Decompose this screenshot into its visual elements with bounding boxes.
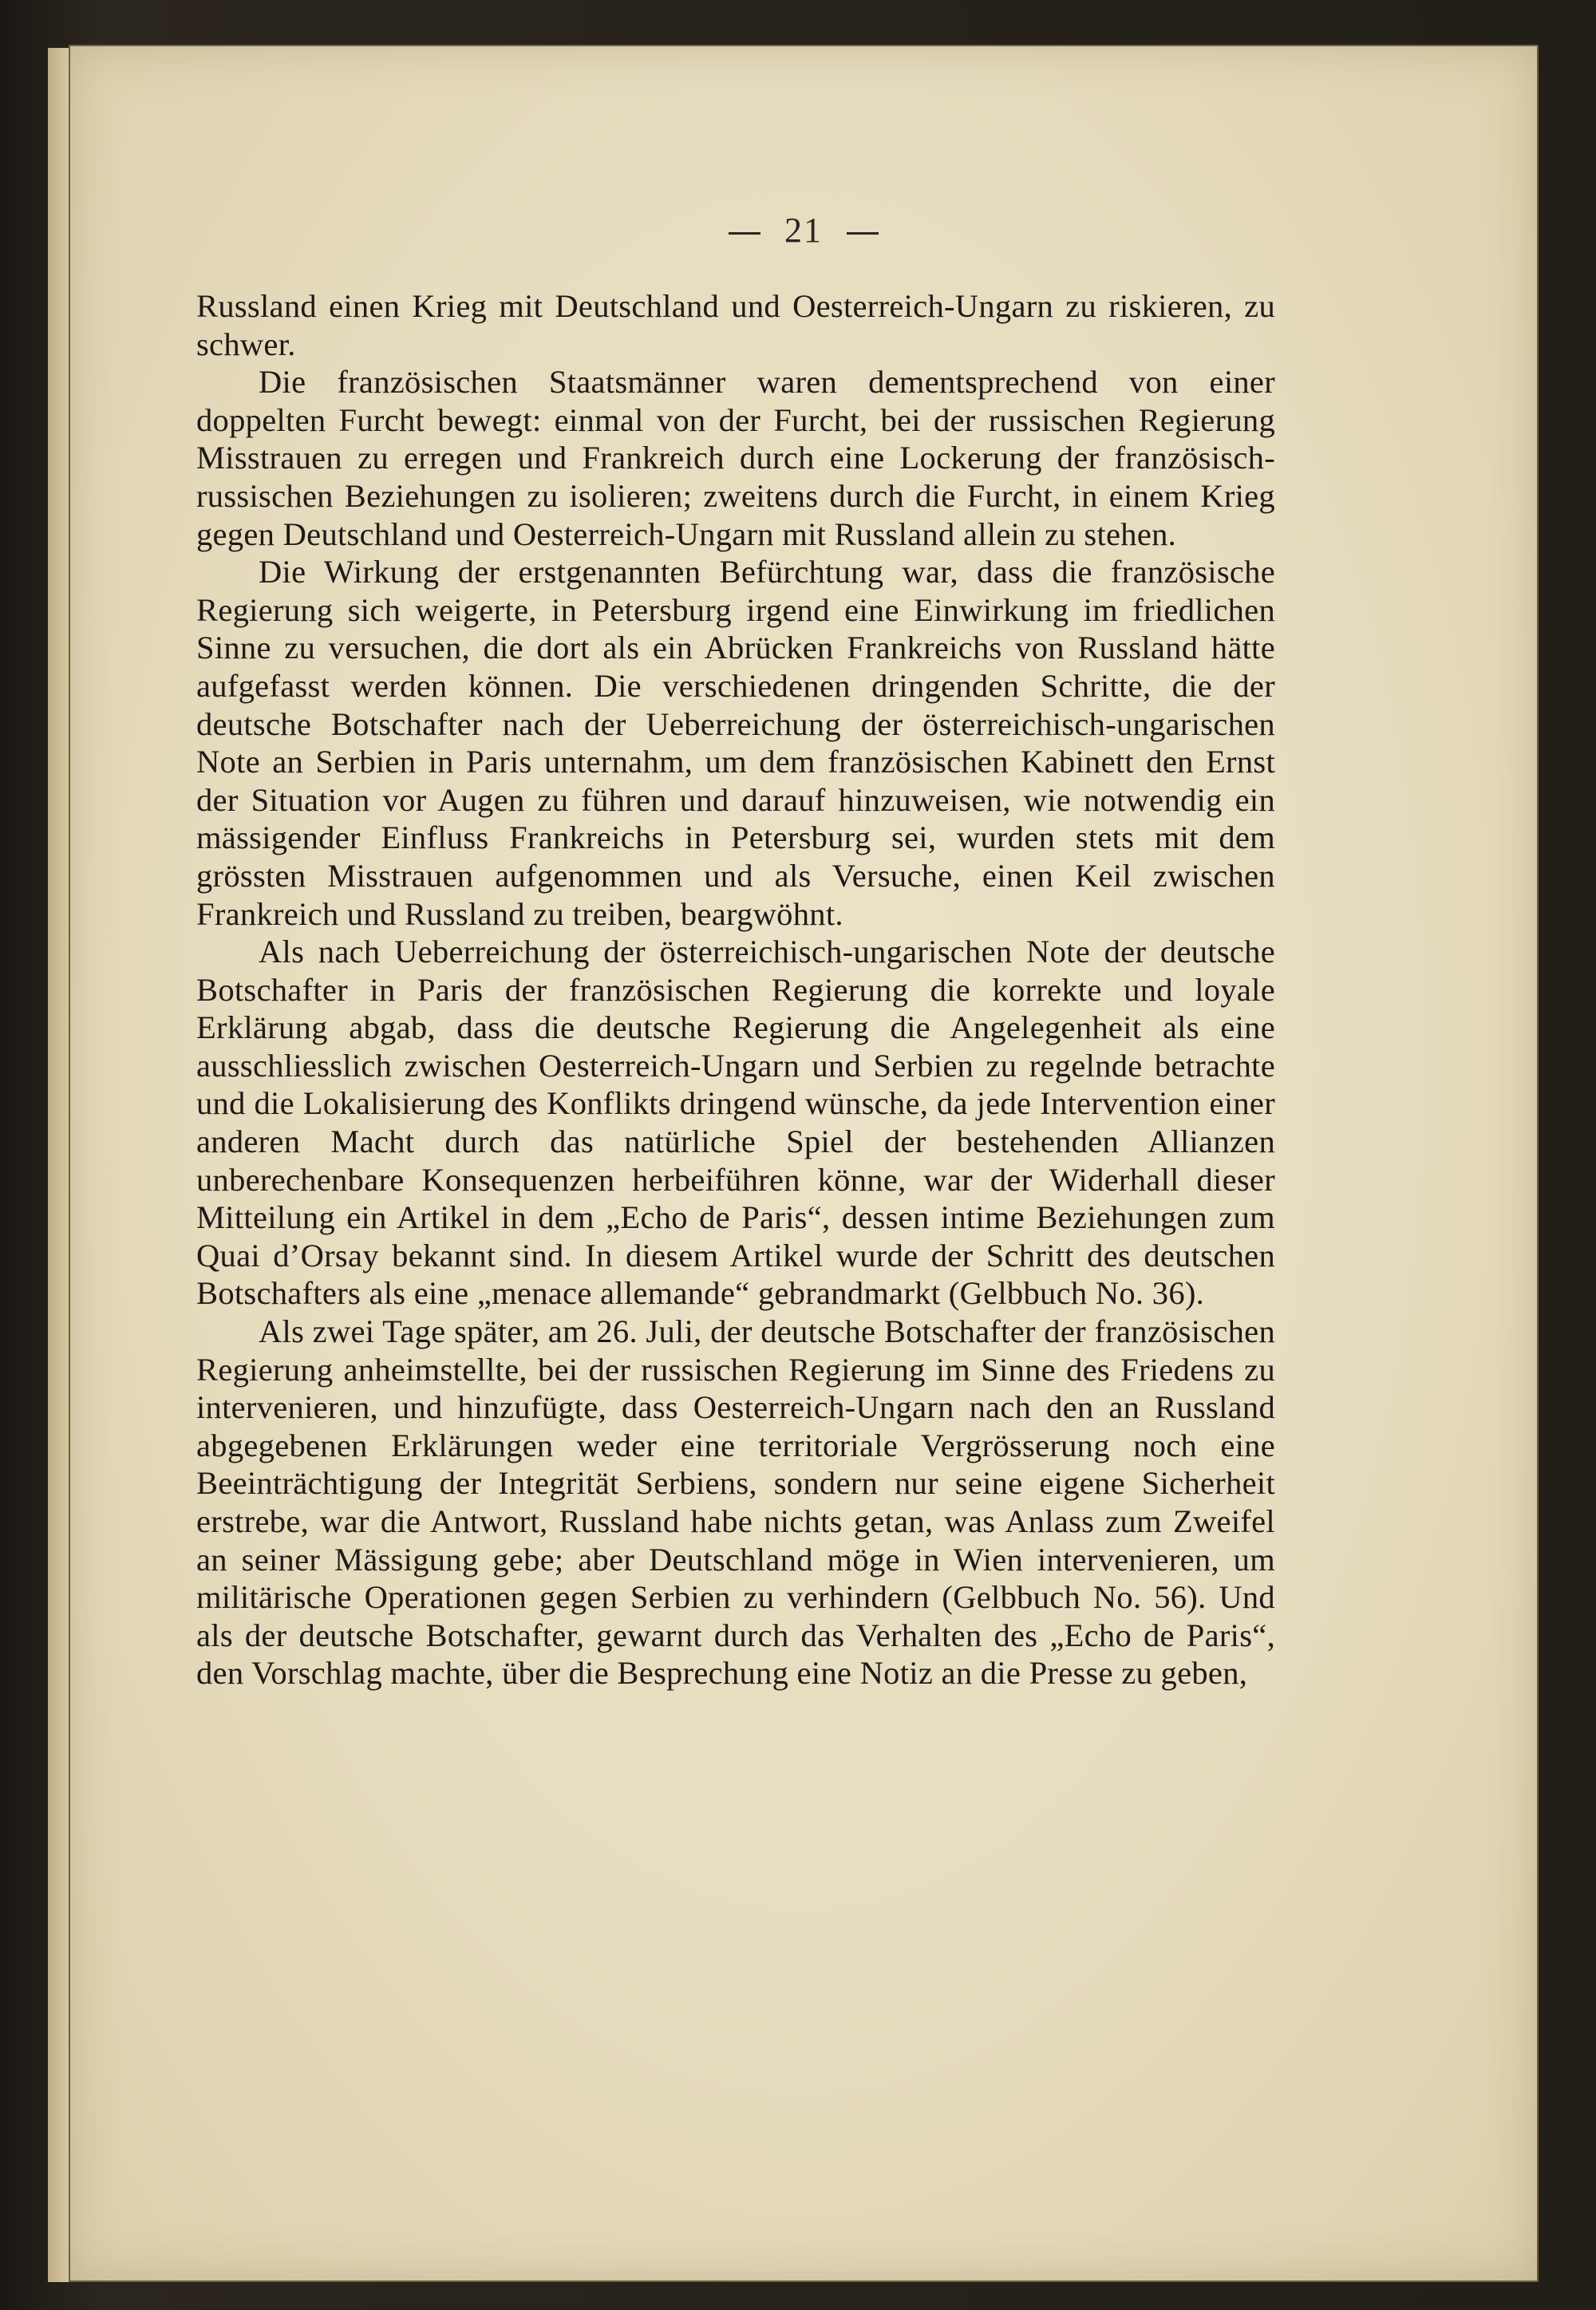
body-text xyxy=(196,287,1275,1692)
paragraph-4: Als nach Ueberreichung der österreichisch-ungarischen Note der deutsche Botschafter in Paris der französischen Regierung die korrekte und loyale Erklärung abgab, dass die deutsche Regierung die Angelegenheit als eine ausschliesslich zwischen Oesterreich-Ungarn und Serbien zu regelnde betrachte und die Lokalisierung des Konflikts dringend wünsche, da jede Intervention einer anderen Macht durch das natürliche Spiel der bestehenden Allianzen unberechenbare Konsequenzen herbeiführen könne, war der Widerhall dieser Mitteilung ein Artikel in dem „Echo de Paris“, dessen intime Beziehungen zum Quai d’Orsay bekannt sind. In diesem Artikel wurde der Schritt des deutschen Botschafters als eine „menace allemande“ gebrandmarkt (Gelbbuch No. 36). xyxy=(196,934,1275,1312)
page-number-dash-right xyxy=(847,232,879,235)
page-number-value: 21 xyxy=(784,211,823,250)
paragraph-5: Als zwei Tage später, am 26. Juli, der deutsche Botschafter der französischen Regierung anheimstellte, bei der russischen Regierung im Sinne des Friedens zu intervenieren, und hinzufügte, dass Oesterreich-Ungarn nach den an Russland abgegebenen Erklärungen weder eine territoriale Vergrösserung noch eine Beeinträchtigung der Integrität Serbiens, sondern nur seine eigene Sicherheit erstrebe, war die Antwort, Russland habe nichts getan, was Anlass zum Zweifel an seiner Mässigung gebe; aber Deutschland möge in Wien intervenieren, um militärische Operationen gegen Serbien zu verhindern (Gelbbuch No. 56). Und als der deutsche Botschafter, gewarnt durch das Verhalten des „Echo de Paris“, den Vorschlag machte, über die Besprechung eine Notiz an die Presse zu geben, xyxy=(196,1313,1275,1692)
paragraph-3: Die Wirkung der erstgenannten Befürchtung war, dass die französische Regierung sich weigerte, in Petersburg irgend eine Einwirkung im friedlichen Sinne zu versuchen, die dort als ein Abrücken Frankreichs von Russland hätte aufgefasst werden können. Die verschiedenen dringenden Schritte, die der deutsche Botschafter nach der Ueberreichung der österreichisch-ungarischen Note an Serbien in Paris unternahm, um dem französischen Kabinett den Ernst der Situation vor Augen zu führen und darauf hinzuweisen, wie notwendig ein mässigender Einfluss Frankreichs in Petersburg sei, wurden stets mit dem grössten Misstrauen aufgenommen und als Versuche, einen Keil zwischen Frankreich und Russland zu treiben, beargwöhnt. xyxy=(196,554,1275,932)
page-number-dash-left xyxy=(729,232,760,235)
paragraph-1: Russland einen Krieg mit Deutschland und Oesterreich-Ungarn zu riskieren, zu schwer. xyxy=(196,288,1275,362)
page-number xyxy=(70,210,1537,251)
paragraph-2: Die französischen Staatsmänner waren dementsprechend von einer doppelten Furcht bewegt: einmal von der Furcht, bei der russischen Regierung Misstrauen zu erregen und Frankreich durch eine Lockerung der französisch-russischen Beziehungen zu isolieren; zweitens durch die Furcht, in einem Krieg gegen Deutschland und Oesterreich-Ungarn mit Russland allein zu stehen. xyxy=(196,364,1275,552)
